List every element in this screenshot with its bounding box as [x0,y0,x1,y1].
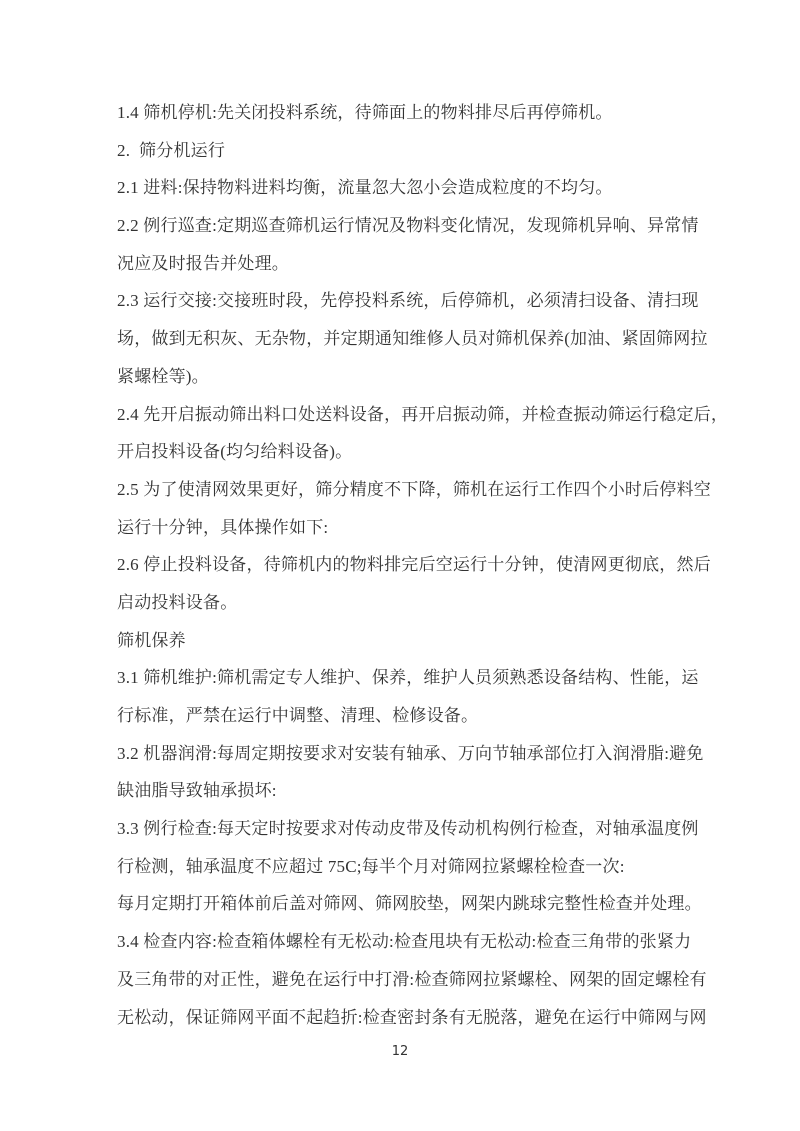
text-line: 每月定期打开箱体前后盖对筛网、筛网胶垫，网架内跳球完整性检查并处理。 [117,894,702,914]
paragraph-2-heading [117,132,697,170]
paragraph-2-2 [117,207,697,282]
text-line: 及三角带的对正性，避免在运行中打滑:检查筛网拉紧螺栓、网架的固定螺栓有 [117,969,707,989]
text-line: 2.2 例行巡查:定期巡查筛机运行情况及物料变化情况，发现筛机异响、异常情 [117,216,699,236]
text-line: 2.4 先开启振动筛出料口处送料设备，再开启振动筛，并检查振动筛运行稳定后， [117,404,729,424]
text-line: 3.3 例行检查:每天定时按要求对传动皮带及传动机构例行检查，对轴承温度例 [117,819,699,839]
text-line: 况应及时报告并处理。 [117,253,289,273]
paragraph-2-4 [117,396,729,471]
page-number: 12 [391,1044,409,1059]
paragraph-3-2 [117,735,704,810]
text-line: 无松动，保证筛网平面不起趋折:检查密封条有无脱落，避免在运行中筛网与网 [117,1007,707,1027]
paragraph-2-3 [117,282,708,395]
text-line: 开启投料设备(均匀给料设备)。 [117,442,353,462]
text-line: 1.4 筛机停机:先关闭投料系统，待筛面上的物料排尽后再停筛机。 [117,103,613,122]
text-line: 行检测，轴承温度不应超过 75C;每半个月对筛网拉紧螺栓检查一次: [117,856,625,876]
text-line: 3.1 筛机维护:筛机需定专人维护、保养，维护人员须熟悉设备结构、性能，运 [117,668,699,688]
document-body [117,94,729,1036]
paragraph-2-1 [117,169,697,207]
page-footer [0,1042,800,1060]
text-line: 行标准，严禁在运行中调整、清理、检修设备。 [117,706,479,725]
text-line: 2.6 停止投料设备，待筛机内的物料排完后空运行十分钟，使清网更彻底，然后 [117,555,711,575]
text-line: 2.3 运行交接:交接班时段，先停投料系统，后停筛机，必须清扫设备、清扫现 [117,291,699,311]
paragraph-3-3 [117,810,697,885]
paragraph-monthly-check [117,885,702,923]
paragraph-3-4 [117,923,707,1036]
text-line: 3.4 检查内容:检查箱体螺栓有无松动:检查甩块有无松动:检查三角带的张紧力 [117,932,692,952]
paragraph-3-1 [117,659,697,734]
text-line: 2.1 进料:保持物料进料均衡，流量忽大忽小会造成粒度的不均匀。 [117,178,613,198]
paragraph-2-6 [117,546,711,621]
text-line: 运行十分钟，具体操作如下: [117,517,329,537]
text-line: 启动投料设备。 [117,592,238,612]
text-line: 筛机保养 [117,630,186,650]
text-line: 2.5 为了使清网效果更好，筛分精度不下降，筛机在运行工作四个小时后停料空 [117,479,711,499]
text-line: 2. 筛分机运行 [117,140,226,160]
paragraph-1-4 [117,94,697,132]
text-line: 场，做到无积灰、无杂物，并定期通知维修人员对筛机保养(加油、紧固筛网拉 [117,329,708,349]
text-line: 缺油脂导致轴承损坏: [117,781,277,801]
text-line: 紧螺栓等)。 [117,366,209,386]
paragraph-2-5 [117,471,711,546]
paragraph-maintenance-heading [117,622,697,660]
text-line: 3.2 机器润滑:每周定期按要求对安装有轴承、万向节轴承部位打入润滑脂:避免 [117,743,704,763]
